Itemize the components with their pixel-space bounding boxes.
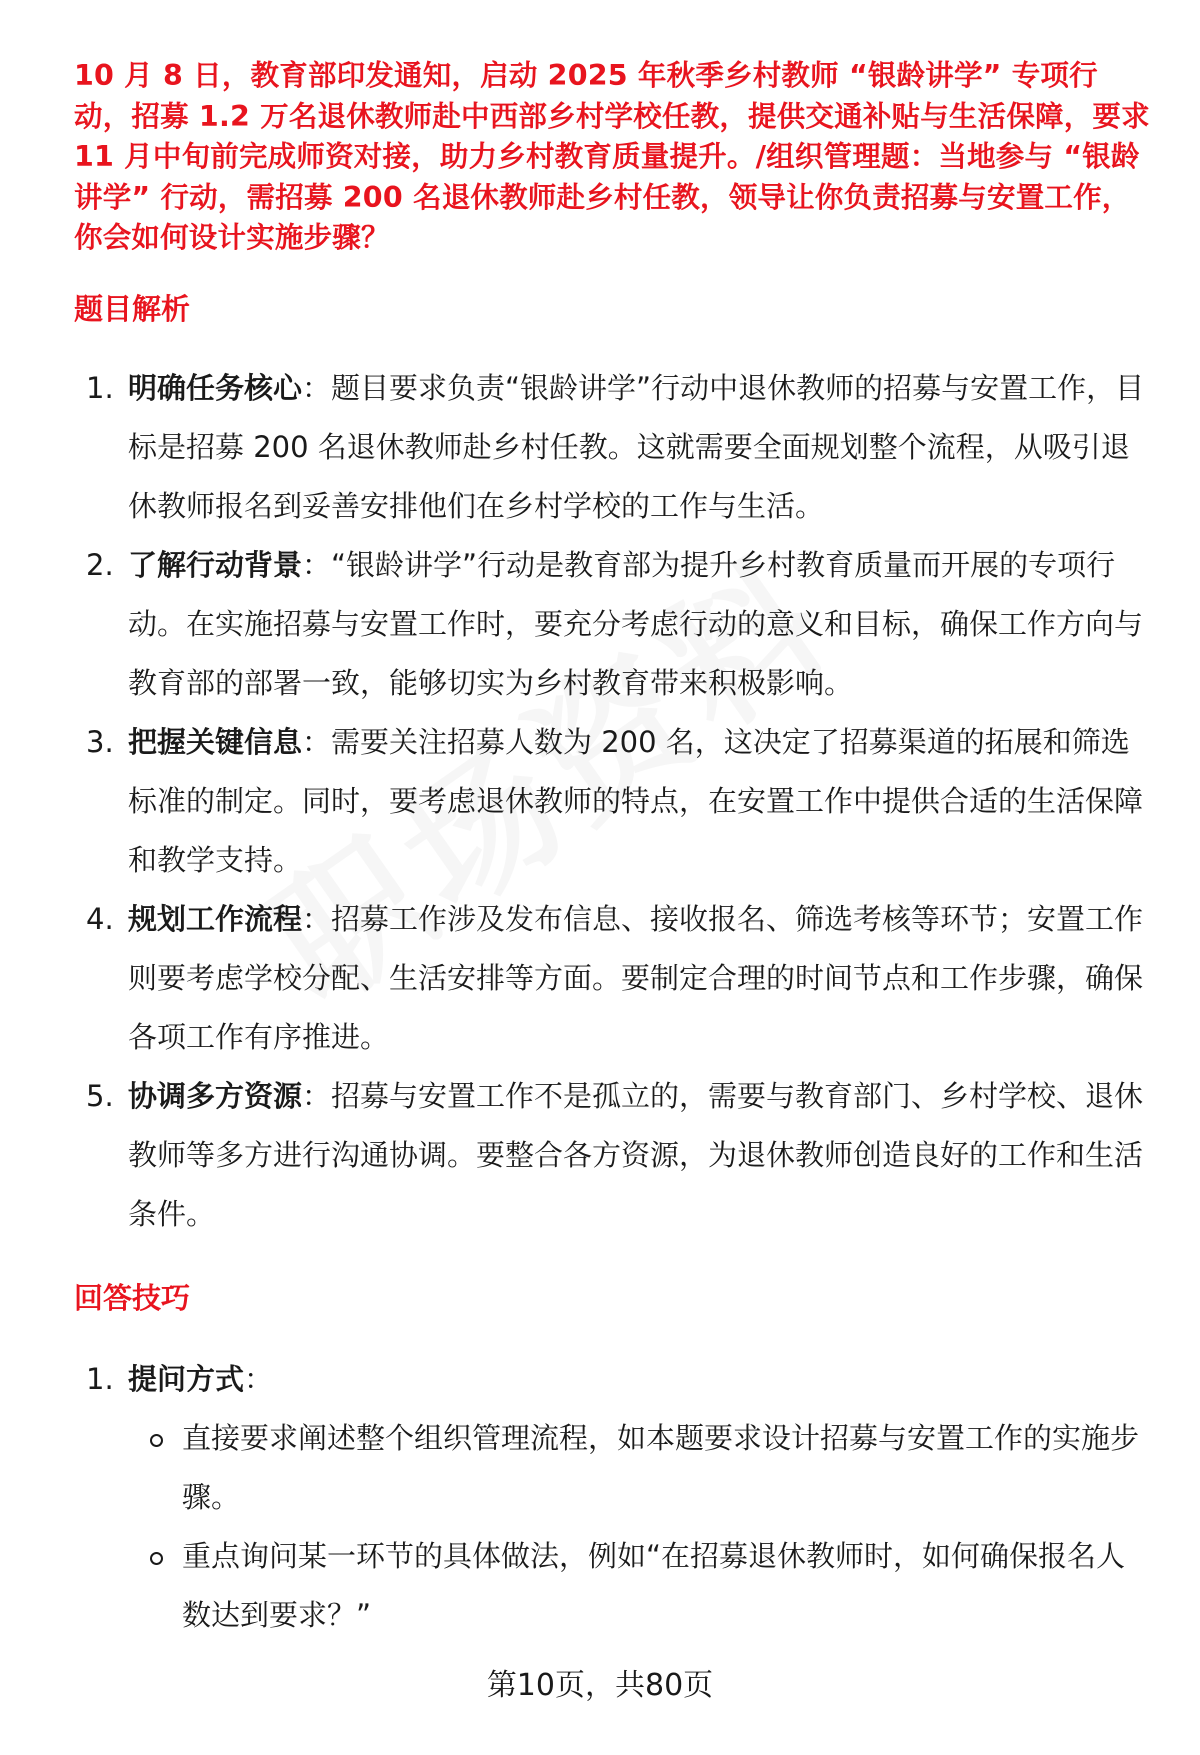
item-number: 4. [86, 901, 114, 936]
item-text: ：招募与安置工作不是孤立的，需要与教育部门、乡村学校、退休教师等多方进行沟通协调。要整合各方资源，为退休教师创造良好的工作和生活条件。 [128, 1078, 1144, 1231]
item-text: ：需要关注招募人数为 200 名，这决定了招募渠道的拓展和筛选标准的制定。同时，要考虑退休教师的特点，在安置工作中提供合适的生活保障和教学支持。 [128, 724, 1144, 877]
item-keyword: 协调多方资源 [128, 1078, 303, 1113]
analysis-list [74, 359, 1154, 1244]
item-number: 2. [86, 547, 114, 582]
circle-bullet-icon [150, 1552, 163, 1565]
analysis-title: 题目解析 [74, 291, 191, 326]
item-number: 1. [86, 370, 114, 405]
item-keyword: 明确任务核心 [128, 370, 303, 405]
item-keyword: 提问方式 [128, 1361, 245, 1396]
circle-bullet-icon [150, 1434, 163, 1447]
sub-item-text: 直接要求阐述整个组织管理流程，如本题要求设计招募与安置工作的实施步骤。 [182, 1420, 1140, 1514]
sub-list [128, 1409, 1154, 1645]
list-item [74, 1350, 1154, 1645]
list-item [74, 713, 1154, 890]
list-item [74, 359, 1154, 536]
list-item [74, 890, 1154, 1067]
sub-list-item [128, 1527, 1154, 1645]
question-text: 10 月 8 日，教育部印发通知，启动 2025 年秋季乡村教师 “银龄讲学” 专项行动，招募 1.2 万名退休教师赴中西部乡村学校任教，提供交通补贴与生活保障，要求 11 月中旬前完成师资对接，助力乡村教育质量提升。/组织管理题：当地参与 “银龄讲学” 行动，需招募 200 名退休教师赴乡村任教，领导让你负责招募与安置工作，你会如何设计实施步骤？ [74, 59, 1150, 254]
item-keyword: 规划工作流程 [128, 901, 303, 936]
item-text: ： [244, 1361, 274, 1396]
item-number: 5. [86, 1078, 114, 1113]
tips-list [74, 1350, 1154, 1645]
item-number: 1. [86, 1361, 114, 1396]
item-keyword: 把握关键信息 [128, 724, 303, 759]
sub-list-item [128, 1409, 1154, 1527]
item-text: ：招募工作涉及发布信息、接收报名、筛选考核等环节；安置工作则要考虑学校分配、生活安排等方面。要制定合理的时间节点和工作步骤，确保各项工作有序推进。 [128, 901, 1144, 1054]
item-text: ：“银龄讲学”行动是教育部为提升乡村教育质量而开展的专项行动。在实施招募与安置工作时，要充分考虑行动的意义和目标，确保工作方向与教育部的部署一致，能够切实为乡村教育带来积极影响。 [128, 547, 1144, 700]
content [74, 56, 1154, 1645]
list-item [74, 1067, 1154, 1244]
page-footer: 第10页，共80页 [486, 1668, 714, 1703]
item-number: 3. [86, 724, 114, 759]
item-keyword: 了解行动背景 [128, 547, 303, 582]
tips-title: 回答技巧 [74, 1280, 191, 1315]
sub-item-text: 重点询问某一环节的具体做法，例如“在招募退休教师时，如何确保报名人数达到要求？” [182, 1538, 1126, 1632]
item-text: ：题目要求负责“银龄讲学”行动中退休教师的招募与安置工作，目标是招募 200 名退休教师赴乡村任教。这就需要全面规划整个流程，从吸引退休教师报名到妥善安排他们在乡村学校的工作与生活。 [128, 370, 1145, 523]
list-item [74, 536, 1154, 713]
